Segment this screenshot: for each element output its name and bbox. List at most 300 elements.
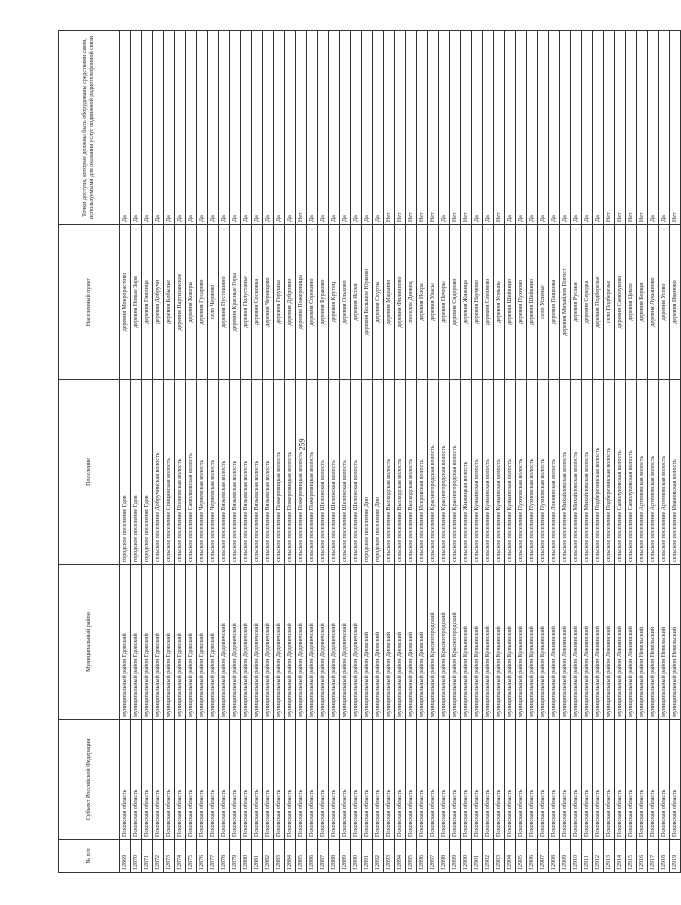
cell-answer: Нет	[450, 31, 461, 225]
cell-subject: Псковская область	[340, 720, 351, 840]
cell-num: 12909	[560, 840, 571, 873]
cell-num: 12886	[307, 840, 318, 873]
table-row	[219, 31, 230, 873]
header-answer: Точки доступа, которые должны быть оборудованы средствами связи, используемыми для оказания услуг подвижной радиотелефонной связи	[59, 31, 120, 225]
cell-municipal: муниципальный район Локнянский	[593, 565, 604, 720]
cell-municipal: муниципальный район Дедовичский	[329, 565, 340, 720]
table-row	[527, 31, 538, 873]
cell-answer: Да	[186, 31, 197, 225]
cell-municipal: муниципальный район Красногородский	[450, 565, 461, 720]
cell-subject: Псковская область	[285, 720, 296, 840]
cell-num: 12874	[175, 840, 186, 873]
cell-settlement: сельское поселение Самолуковская волость	[615, 380, 626, 565]
cell-answer: Нет	[428, 31, 439, 225]
cell-answer: Да	[164, 31, 175, 225]
cell-municipal: муниципальный район Красногородский	[439, 565, 450, 720]
table-row	[329, 31, 340, 873]
cell-num: 12905	[516, 840, 527, 873]
cell-num: 12904	[505, 840, 516, 873]
cell-num: 12908	[549, 840, 560, 873]
cell-subject: Псковская область	[186, 720, 197, 840]
cell-locality: деревня Горушка	[274, 225, 285, 380]
cell-num: 12899	[450, 840, 461, 873]
cell-subject: Псковская область	[637, 720, 648, 840]
cell-num: 12912	[593, 840, 604, 873]
cell-municipal: муниципальный район Гдовский	[197, 565, 208, 720]
cell-locality: деревня Слепнево	[483, 225, 494, 380]
table-row	[340, 31, 351, 873]
cell-municipal: муниципальный район Гдовский	[120, 565, 131, 720]
cell-locality: деревня Полустанье	[241, 225, 252, 380]
cell-num: 12890	[351, 840, 362, 873]
cell-locality: село Черново	[208, 225, 219, 380]
cell-subject: Псковская область	[329, 720, 340, 840]
cell-municipal: муниципальный район Дедовичский	[285, 565, 296, 720]
cell-subject: Псковская область	[659, 720, 670, 840]
cell-num: 12898	[439, 840, 450, 873]
cell-settlement: сельское поселение Самолуковская волость	[626, 380, 637, 565]
table-row	[395, 31, 406, 873]
table-row	[406, 31, 417, 873]
cell-settlement: сельское поселение Красногородская волость	[439, 380, 450, 565]
cell-answer: Нет	[626, 31, 637, 225]
cell-municipal: муниципальный район Локнянский	[571, 565, 582, 720]
header-locality: Населенный пункт	[59, 225, 120, 380]
cell-answer: Да	[571, 31, 582, 225]
cell-answer: Да	[318, 31, 329, 225]
header-settlement: Поселение	[59, 380, 120, 565]
cell-subject: Псковская область	[318, 720, 329, 840]
cell-num: 12879	[230, 840, 241, 873]
cell-locality: деревня Иваново	[670, 225, 681, 380]
cell-num: 12903	[494, 840, 505, 873]
cell-locality: деревня Жижица	[461, 225, 472, 380]
cell-municipal: муниципальный район Дедовичский	[219, 565, 230, 720]
cell-answer: Да	[582, 31, 593, 225]
cell-answer: Нет	[417, 31, 428, 225]
cell-municipal: муниципальный район Локнянский	[604, 565, 615, 720]
table-body	[120, 31, 681, 873]
cell-locality: деревня Сидорово	[450, 225, 461, 380]
cell-subject: Псковская область	[131, 720, 142, 840]
rotated-table-container	[58, 36, 678, 873]
cell-settlement: сельское поселение Подберезинская волость	[604, 380, 615, 565]
cell-num: 12893	[384, 840, 395, 873]
cell-locality: деревня Усово	[659, 225, 670, 380]
cell-settlement: сельское поселение Михайловская волость	[571, 380, 582, 565]
cell-num: 12894	[395, 840, 406, 873]
cell-answer: Да	[153, 31, 164, 225]
cell-answer: Да	[197, 31, 208, 225]
cell-num: 12917	[648, 840, 659, 873]
table-row	[351, 31, 362, 873]
cell-locality: деревня Искра	[417, 225, 428, 380]
cell-num: 12875	[186, 840, 197, 873]
cell-municipal: муниципальный район Гдовский	[175, 565, 186, 720]
cell-settlement: сельское поселение Михайловская волость	[560, 380, 571, 565]
table-row	[450, 31, 461, 873]
cell-municipal: муниципальный район Дедовичский	[252, 565, 263, 720]
cell-municipal: муниципальный район Дновский	[362, 565, 373, 720]
cell-num: 12869	[120, 840, 131, 873]
cell-subject: Псковская область	[516, 720, 527, 840]
cell-subject: Псковская область	[373, 720, 384, 840]
cell-subject: Псковская область	[153, 720, 164, 840]
table-row	[164, 31, 175, 873]
cell-answer: Да	[230, 31, 241, 225]
cell-settlement: сельское поселение Полновская волость	[175, 380, 186, 565]
cell-municipal: муниципальный район Дедовичский	[263, 565, 274, 720]
cell-locality: деревня Пустошино	[219, 225, 230, 380]
cell-locality: деревня Скурты	[373, 225, 384, 380]
cell-subject: Псковская область	[142, 720, 153, 840]
cell-municipal: муниципальный район Дедовичский	[351, 565, 362, 720]
cell-answer: Да	[439, 31, 450, 225]
cell-answer: Да	[648, 31, 659, 225]
table-row	[659, 31, 670, 873]
cell-subject: Псковская область	[604, 720, 615, 840]
cell-answer: Да	[593, 31, 604, 225]
cell-answer: Да	[329, 31, 340, 225]
cell-locality: деревня Гусарово	[197, 225, 208, 380]
cell-subject: Псковская область	[263, 720, 274, 840]
cell-locality: деревня Пожеревицы	[296, 225, 307, 380]
table-row	[516, 31, 527, 873]
cell-settlement: сельское поселение Артемовская волость	[648, 380, 659, 565]
cell-num: 12883	[274, 840, 285, 873]
table-row	[615, 31, 626, 873]
cell-num: 12871	[142, 840, 153, 873]
cell-answer: Да	[527, 31, 538, 225]
cell-settlement: сельское поселение Спицинская волость	[164, 380, 175, 565]
cell-locality: деревня Большое Юрково	[362, 225, 373, 380]
cell-locality: деревня Михайлов Погост	[560, 225, 571, 380]
cell-settlement: сельское поселение Пожеревицкая волость	[307, 380, 318, 565]
cell-answer: Да	[538, 31, 549, 225]
cell-municipal: муниципальный район Локнянский	[615, 565, 626, 720]
table-row	[318, 31, 329, 873]
cell-settlement: сельское поселение Шелонская волость	[351, 380, 362, 565]
cell-settlement: сельское поселение Вязьевская волость	[219, 380, 230, 565]
cell-subject: Псковская область	[384, 720, 395, 840]
cell-settlement: сельское поселение Пухновская волость	[516, 380, 527, 565]
cell-settlement: сельское поселение Ивановская волость	[670, 380, 681, 565]
cell-subject: Псковская область	[582, 720, 593, 840]
cell-locality: деревня Крутец	[329, 225, 340, 380]
cell-subject: Псковская область	[406, 720, 417, 840]
cell-municipal: муниципальный район Куньинский	[505, 565, 516, 720]
cell-subject: Псковская область	[560, 720, 571, 840]
cell-settlement: сельское поселение Михайловская волость	[582, 380, 593, 565]
cell-locality: деревня Русаки	[571, 225, 582, 380]
cell-municipal: муниципальный район Локнянский	[626, 565, 637, 720]
cell-locality: деревня Шейкино	[505, 225, 516, 380]
cell-municipal: муниципальный район Куньинский	[516, 565, 527, 720]
cell-subject: Псковская область	[197, 720, 208, 840]
table-row	[648, 31, 659, 873]
cell-municipal: муниципальный район Гдовский	[131, 565, 142, 720]
cell-answer: Да	[175, 31, 186, 225]
cell-locality: деревня Сосновка	[252, 225, 263, 380]
cell-settlement: городское поселение Дно	[362, 380, 373, 565]
table-row	[252, 31, 263, 873]
cell-settlement: сельское поселение Пожеревицкая волость	[274, 380, 285, 565]
cell-subject: Псковская область	[549, 720, 560, 840]
cell-locality: деревня Новые Заря	[131, 225, 142, 380]
cell-settlement: сельское поселение Выскодская волость	[384, 380, 395, 565]
cell-settlement: сельское поселение Пожеревицкая волость	[296, 380, 307, 565]
cell-num: 12873	[164, 840, 175, 873]
cell-locality: деревня Дубровно	[285, 225, 296, 380]
cell-municipal: муниципальный район Гдовский	[142, 565, 153, 720]
cell-num: 12910	[571, 840, 582, 873]
cell-num: 12918	[659, 840, 670, 873]
table-row	[263, 31, 274, 873]
cell-settlement: сельское поселение Выскодская волость	[395, 380, 406, 565]
cell-subject: Псковская область	[219, 720, 230, 840]
cell-settlement: сельское поселение Локнянская волость	[549, 380, 560, 565]
cell-settlement: сельское поселение Вязьевская волость	[263, 380, 274, 565]
table-row	[626, 31, 637, 873]
table-row	[571, 31, 582, 873]
cell-subject: Псковская область	[494, 720, 505, 840]
table-row	[230, 31, 241, 873]
cell-answer: Да	[285, 31, 296, 225]
table-row	[560, 31, 571, 873]
cell-settlement: сельское поселение Артемовская волость	[637, 380, 648, 565]
cell-subject: Псковская область	[208, 720, 219, 840]
cell-settlement: сельское поселение Вязьевская волость	[230, 380, 241, 565]
cell-num: 12881	[252, 840, 263, 873]
cell-locality: деревня Самолуково	[615, 225, 626, 380]
cell-subject: Псковская область	[450, 720, 461, 840]
cell-municipal: муниципальный район Дедовичский	[241, 565, 252, 720]
cell-answer: Нет	[296, 31, 307, 225]
cell-subject: Псковская область	[230, 720, 241, 840]
table-row	[637, 31, 648, 873]
cell-locality: деревня Чернецово	[263, 225, 274, 380]
cell-subject: Псковская область	[593, 720, 604, 840]
cell-municipal: муниципальный район Дновский	[417, 565, 428, 720]
cell-num: 12888	[329, 840, 340, 873]
cell-subject: Псковская область	[252, 720, 263, 840]
cell-num: 12882	[263, 840, 274, 873]
cell-subject: Псковская область	[626, 720, 637, 840]
cell-answer: Нет	[461, 31, 472, 225]
cell-answer: Нет	[406, 31, 417, 225]
cell-num: 12892	[373, 840, 384, 873]
cell-answer: Нет	[395, 31, 406, 225]
table-row	[362, 31, 373, 873]
cell-settlement: городское поселение Дно	[373, 380, 384, 565]
cell-municipal: муниципальный район Дновский	[406, 565, 417, 720]
cell-locality: деревня Пухново	[516, 225, 527, 380]
cell-settlement: сельское поселение Куньинская волость	[483, 380, 494, 565]
cell-settlement: сельское поселение Артемовская волость	[659, 380, 670, 565]
cell-num: 12891	[362, 840, 373, 873]
cell-municipal: муниципальный район Гдовский	[153, 565, 164, 720]
cell-num: 12916	[637, 840, 648, 873]
cell-municipal: муниципальный район Дедовичский	[274, 565, 285, 720]
cell-subject: Псковская область	[461, 720, 472, 840]
cell-answer: Нет	[384, 31, 395, 225]
cell-answer: Да	[516, 31, 527, 225]
cell-locality: деревня Ясски	[351, 225, 362, 380]
cell-municipal: муниципальный район Гдовский	[186, 565, 197, 720]
cell-subject: Псковская область	[472, 720, 483, 840]
cell-answer: Да	[263, 31, 274, 225]
table-row	[593, 31, 604, 873]
cell-settlement: сельское поселение Пухновская волость	[538, 380, 549, 565]
table-row	[428, 31, 439, 873]
cell-answer: Да	[659, 31, 670, 225]
cell-answer: Нет	[637, 31, 648, 225]
cell-num: 12896	[417, 840, 428, 873]
cell-locality: поселок Дновец	[406, 225, 417, 380]
cell-municipal: муниципальный район Дедовичский	[296, 565, 307, 720]
table-row	[285, 31, 296, 873]
cell-num: 12877	[208, 840, 219, 873]
cell-num: 12880	[241, 840, 252, 873]
cell-subject: Псковская область	[670, 720, 681, 840]
cell-answer: Да	[505, 31, 516, 225]
cell-settlement: сельское поселение Шелонская волость	[340, 380, 351, 565]
cell-locality: деревня Пашкова	[549, 225, 560, 380]
cell-locality: деревня Борщи	[637, 225, 648, 380]
table-row	[296, 31, 307, 873]
cell-subject: Псковская область	[571, 720, 582, 840]
cell-locality: деревня Кобылье	[164, 225, 175, 380]
cell-settlement: сельское поселение Вязьевская волость	[252, 380, 263, 565]
cell-municipal: муниципальный район Невельский	[659, 565, 670, 720]
cell-subject: Псковская область	[395, 720, 406, 840]
cell-locality: деревня Сорокино	[307, 225, 318, 380]
cell-locality: деревня Цевло	[626, 225, 637, 380]
cell-locality: деревня Добручи	[153, 225, 164, 380]
cell-locality: деревня Подберезье	[593, 225, 604, 380]
cell-settlement: сельское поселение Куньинская волость	[494, 380, 505, 565]
cell-settlement: сельское поселение Красногородская волость	[428, 380, 439, 565]
cell-num: 12901	[472, 840, 483, 873]
table-row	[538, 31, 549, 873]
cell-municipal: муниципальный район Куньинский	[538, 565, 549, 720]
cell-locality: деревня Усмынь	[494, 225, 505, 380]
cell-settlement: сельское поселение Жижицкая волость	[461, 380, 472, 565]
cell-answer: Да	[560, 31, 571, 225]
cell-subject: Псковская область	[538, 720, 549, 840]
cell-municipal: муниципальный район Локнянский	[549, 565, 560, 720]
cell-subject: Псковская область	[527, 720, 538, 840]
cell-num: 12889	[340, 840, 351, 873]
cell-num: 12872	[153, 840, 164, 873]
cell-municipal: муниципальный район Гдовский	[164, 565, 175, 720]
table-row	[494, 31, 505, 873]
cell-locality: деревня Ольхово	[340, 225, 351, 380]
cell-settlement: сельское поселение Выскодская волость	[406, 380, 417, 565]
cell-settlement: сельское поселение Искровская волость	[417, 380, 428, 565]
header-row	[59, 31, 120, 873]
cell-num: 12907	[538, 840, 549, 873]
table-row	[439, 31, 450, 873]
cell-answer: Да	[373, 31, 384, 225]
cell-settlement: сельское поселение Красногородская волость	[450, 380, 461, 565]
cell-municipal: муниципальный район Локнянский	[582, 565, 593, 720]
cell-num: 12897	[428, 840, 439, 873]
cell-locality: деревня Кокоры	[186, 225, 197, 380]
cell-num: 12902	[483, 840, 494, 873]
cell-answer: Нет	[604, 31, 615, 225]
cell-subject: Псковская область	[175, 720, 186, 840]
cell-num: 12915	[626, 840, 637, 873]
cell-subject: Псковская область	[648, 720, 659, 840]
cell-municipal: муниципальный район Куньинский	[461, 565, 472, 720]
cell-municipal: муниципальный район Дновский	[395, 565, 406, 720]
table-row	[120, 31, 131, 873]
cell-num: 12919	[670, 840, 681, 873]
cell-subject: Псковская область	[241, 720, 252, 840]
cell-municipal: муниципальный район Дедовичский	[318, 565, 329, 720]
cell-num: 12895	[406, 840, 417, 873]
cell-answer: Да	[142, 31, 153, 225]
cell-municipal: муниципальный район Гдовский	[208, 565, 219, 720]
cell-municipal: муниципальный район Куньинский	[472, 565, 483, 720]
cell-answer: Да	[307, 31, 318, 225]
cell-settlement: городское поселение Гдов	[120, 380, 131, 565]
cell-subject: Псковская область	[274, 720, 285, 840]
cell-num: 12878	[219, 840, 230, 873]
cell-subject: Псковская область	[428, 720, 439, 840]
table-row	[582, 31, 593, 873]
cell-subject: Псковская область	[351, 720, 362, 840]
cell-locality: деревня Шейкино	[527, 225, 538, 380]
cell-settlement: сельское поселение Шелонская волость	[329, 380, 340, 565]
cell-num: 12913	[604, 840, 615, 873]
cell-municipal: муниципальный район Дновский	[384, 565, 395, 720]
cell-locality: деревня Марьино	[384, 225, 395, 380]
cell-answer: Да	[362, 31, 373, 225]
header-num: № п/п	[59, 840, 120, 873]
table-row	[175, 31, 186, 873]
cell-subject: Псковская область	[296, 720, 307, 840]
table-row	[417, 31, 428, 873]
table-row	[153, 31, 164, 873]
cell-settlement: сельское поселение Пухновская волость	[527, 380, 538, 565]
cell-locality: деревня Гнилица	[142, 225, 153, 380]
cell-answer: Нет	[494, 31, 505, 225]
cell-municipal: муниципальный район Куньинский	[494, 565, 505, 720]
registry-table	[58, 30, 681, 873]
cell-answer: Нет	[670, 31, 681, 225]
table-row	[549, 31, 560, 873]
cell-settlement: сельское поселение Куньинская волость	[505, 380, 516, 565]
cell-answer: Да	[120, 31, 131, 225]
table-row	[604, 31, 615, 873]
table-row	[307, 31, 318, 873]
cell-locality: деревня Уласы	[428, 225, 439, 380]
cell-answer: Да	[131, 31, 142, 225]
table-header	[59, 31, 120, 873]
page-number: 259	[297, 438, 307, 451]
table-row	[472, 31, 483, 873]
cell-answer: Да	[483, 31, 494, 225]
table-row	[384, 31, 395, 873]
cell-municipal: муниципальный район Локнянский	[560, 565, 571, 720]
cell-locality: деревня Печоры	[439, 225, 450, 380]
cell-settlement: сельское поселение Куньинская волость	[472, 380, 483, 565]
cell-num: 12870	[131, 840, 142, 873]
cell-num: 12885	[296, 840, 307, 873]
header-municipal: Муниципальный район	[59, 565, 120, 720]
